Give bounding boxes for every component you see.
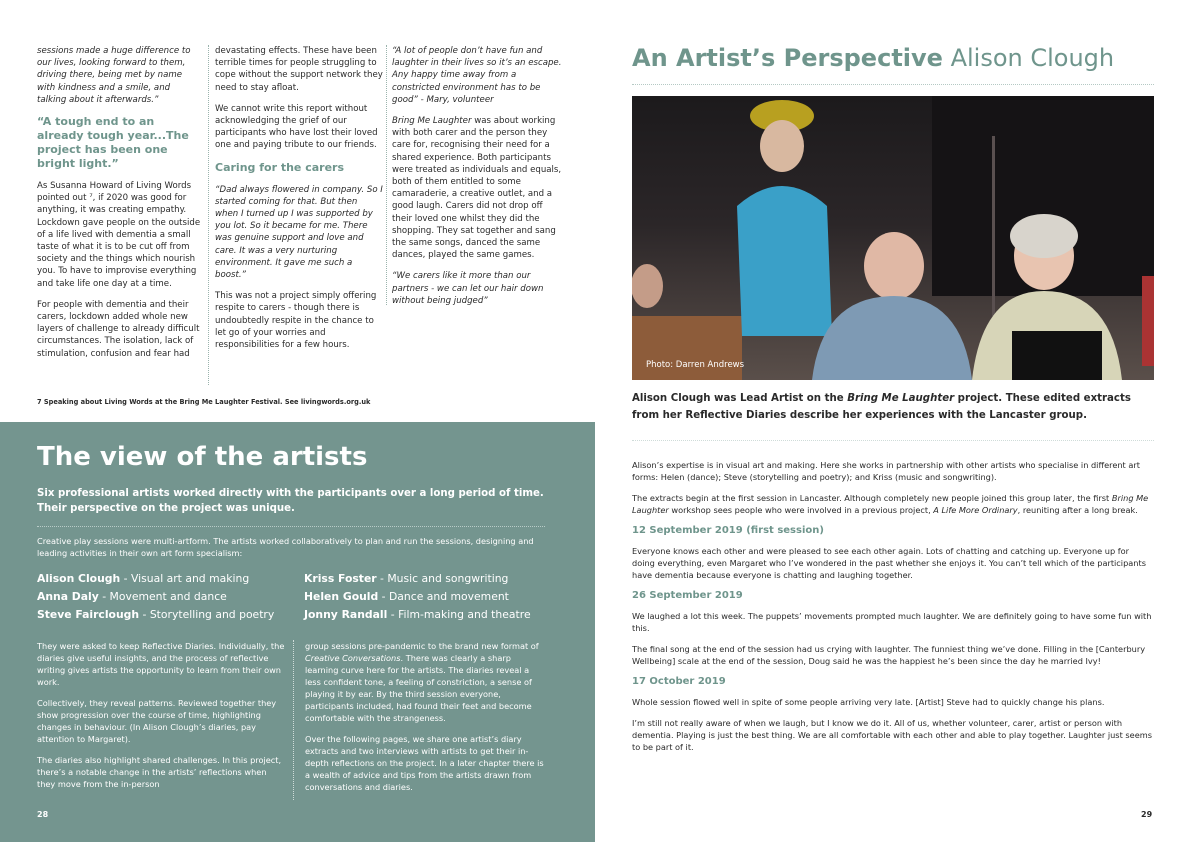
column-2 xyxy=(208,45,383,385)
diary-date: 17 October 2019 xyxy=(632,676,726,687)
paragraph: We cannot write this report without acknowledging the grief of our participants who have lost their loved one and paying tribute to our friends. xyxy=(215,103,378,151)
paragraph: Collectively, they reveal patterns. Reviewed together they show progression over the course of time, highlighting changes in behaviour. (In Alison Clough’s diaries, pay attention to Margaret). xyxy=(37,698,277,744)
quote: “A lot of people don’t have fun and laughter in their lives so it’s an escape. Any happy time away from a constricted environment has to be good” - Mary, volunteer xyxy=(392,46,562,105)
panel-intro: Creative play sessions were multi-artform. The artists worked collaboratively to plan and run the sessions, designing and leading activities in their own art form specialism: xyxy=(37,536,534,558)
paragraph: We laughed a lot this week. The puppets’ movements prompted much laughter. We are definitely going to have some fun with this. xyxy=(632,611,1152,633)
quote: “We carers like it more than our partners - we can let our hair down without being judged” xyxy=(392,271,544,306)
diary-date: 26 September 2019 xyxy=(632,590,743,601)
photo-illustration xyxy=(632,96,1154,380)
paragraph: The extracts begin at the first session in Lancaster. Although completely new people joined this group later, the first Bring Me Laughter workshop sees people who were involved in a previous project, A Life More Ordinary, reuniting after a long break. xyxy=(632,493,1149,515)
paragraph: I’m still not really aware of when we laugh, but I know we do it. All of us, whether volunteer, carer, artist or person with dementia. Playing is just the best thing. We are all comfortable with each other and able to play together. Laughter just seems to be part of it. xyxy=(632,718,1152,752)
column-1 xyxy=(37,45,202,369)
paragraph xyxy=(392,115,564,261)
photo xyxy=(632,96,1154,380)
paragraph: The final song at the end of the session had us crying with laughter. The funniest thing we’ve done. Filling in the [Canterbury Wellbeing] scale at the end of the session, Doug said he was the happiest he’s been since the day he married Ivy! xyxy=(632,644,1146,666)
artist-item: Kriss Foster - Music and songwriting xyxy=(304,572,509,585)
paragraph: The diaries also highlight shared challenges. In this project, there’s a notable change in the artists’ reflections when they move from the in-person xyxy=(37,755,282,789)
paragraph: As Susanna Howard of Living Words pointed out ⁷, if 2020 was good for anything, it was creating empathy. Lockdown gave people on the outside of a life lived with dementia a small taste of what it is to be cut off from society and the things which nourish you. To have to improvise everything and take life one day at a time. xyxy=(37,181,201,289)
divider xyxy=(632,84,1154,85)
paragraph: This was not a project simply offering respite to carers - though there is undoubtedly respite in the chance to let go of your worries and responsibilities for a few hours. xyxy=(215,291,377,351)
panel-subtitle: Six professional artists worked directly with the participants over a long period of time. Their perspective on the project was unique. xyxy=(37,488,544,514)
divider xyxy=(37,526,545,527)
page-number: 28 xyxy=(37,810,49,819)
paragraph: Everyone knows each other and were pleased to see each other again. Lots of chatting and catching up. Everyone up for doing everything, even Margaret who I’ve wondered in the past whether she enjoys it. You can’t tell which of the participants have dementia because everyone is chatting and laughing together. xyxy=(632,546,1146,580)
paragraph: They were asked to keep Reflective Diaries. Individually, the diaries give useful insights, and the process of reflective writing gives artists the opportunity to learn from their own work. xyxy=(37,641,285,687)
page-number: 29 xyxy=(1141,810,1153,819)
photo-credit: Photo: Darren Andrews xyxy=(646,360,745,370)
artist-list-right xyxy=(304,570,531,624)
page-title: An Artist’s Perspective Alison Clough xyxy=(632,44,1115,72)
column-3 xyxy=(386,45,564,305)
panel-title: The view of the artists xyxy=(37,442,368,472)
panel-column-left xyxy=(37,640,287,799)
artist-item: Jonny Randall - Film-making and theatre xyxy=(304,608,531,621)
paragraph: Whole session flowed well in spite of some people arriving very late. [Artist] Steve had to quickly change his plans. xyxy=(632,697,1105,707)
artist-item: Steve Fairclough - Storytelling and poetry xyxy=(37,608,275,621)
diary-date: 12 September 2019 (first session) xyxy=(632,525,824,536)
pull-quote: “A tough end to an already tough year...The project has been one bright light.” xyxy=(37,115,189,171)
diary-body xyxy=(632,459,1154,762)
photo-caption: Alison Clough was Lead Artist on the Bring Me Laughter project. These edited extracts from her Reflective Diaries describe her experiences with the Lancaster group. xyxy=(632,393,1131,421)
paragraph: group sessions pre-pandemic to the brand new format of Creative Conversations. There was clearly a sharp learning curve here for the artists. The diaries reveal a less confident tone, a feeling of constriction, a sense of playing it by ear. By the third session everyone, participants included, had found their feet and become comfortable with the strangeness. xyxy=(305,641,539,723)
section-heading: Caring for the carers xyxy=(215,160,345,174)
quote: sessions made a huge difference to our lives, looking forward to them, driving there, being met by name with kindness and a smile, and talking about it afterwards.” xyxy=(37,46,191,105)
artist-list-left xyxy=(37,570,274,624)
project-title: Bring Me Laughter xyxy=(392,116,472,127)
artists-panel xyxy=(0,422,595,842)
paragraph: Alison’s expertise is in visual art and making. Here she works in partnership with other artists who specialise in different art forms: Helen (dance); Steve (storytelling and poetry); and Kriss (music and songwriting). xyxy=(632,460,1140,482)
paragraph-text: was about working with both carer and the person they care for, recognising their need for a shared experience. Both participants were treated as individuals and equals, both of them entitled to some camaraderie, a creative outlet, and a good laugh. Carers did not drop off their loved one whilst they did the shopping. They sat together and sang the same songs, danced the same dances, played the same games. xyxy=(392,116,562,261)
artist-item: Helen Gould - Dance and movement xyxy=(304,590,509,603)
paragraph: Over the following pages, we share one artist’s diary extracts and two interviews with artists to get their in-depth reflections on the project. In a later chapter there is a wealth of advice and tips from the artists drawn from conversations and diaries. xyxy=(305,734,544,792)
paragraph: devastating effects. These have been terrible times for people struggling to cope without the support network they need to stay afloat. xyxy=(215,46,383,93)
artist-item: Alison Clough - Visual art and making xyxy=(37,572,250,585)
panel-column-right xyxy=(293,640,545,800)
footnote: 7 Speaking about Living Words at the Bring Me Laughter Festival. See livingwords.org.uk xyxy=(37,398,371,406)
artist-item: Anna Daly - Movement and dance xyxy=(37,590,227,603)
quote: “Dad always flowered in company. So I started coming for that. But then when I turned up I was supported by you lot. So it became for me. There was genuine support and love and care. It was a very nurturing environment. It gave me such a boost.” xyxy=(215,184,383,281)
paragraph: For people with dementia and their carers, lockdown added whole new layers of challenge to already difficult circumstances. The isolation, lack of stimulation, confusion and fear had xyxy=(37,299,200,359)
divider xyxy=(632,440,1154,441)
